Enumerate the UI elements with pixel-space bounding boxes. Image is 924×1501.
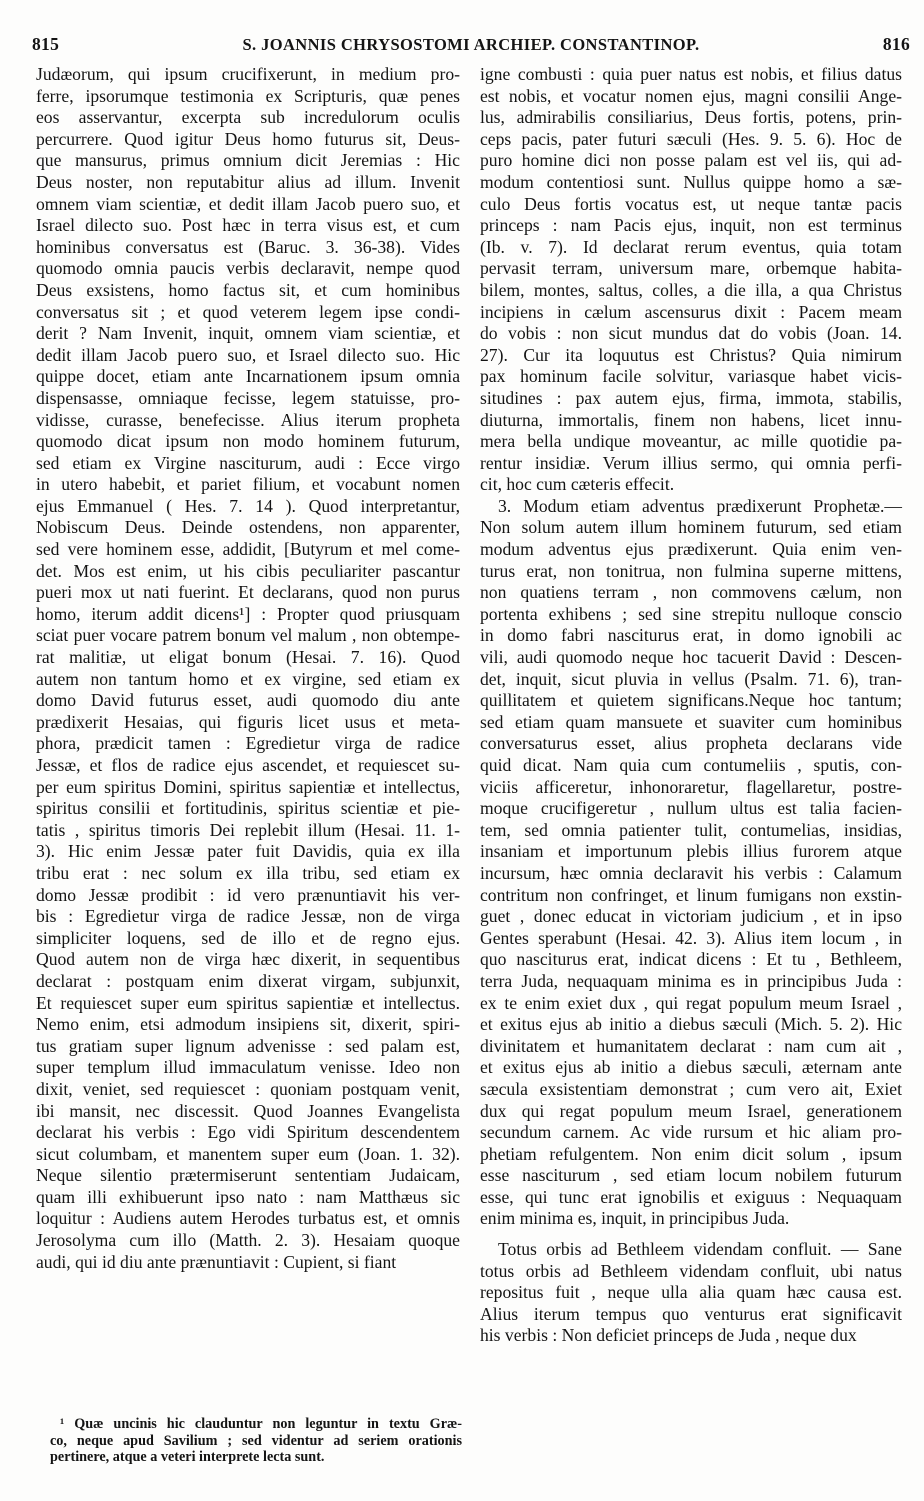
- text-line: Deus exsistens, homo factus sit, et cum hominibus: [36, 279, 460, 300]
- text-line: et exitus ejus ab initio a diebus sæculi, æternam ante: [480, 1057, 902, 1078]
- running-title: S. JOANNIS CHRYSOSTOMI ARCHIEP. CONSTANTINOP.: [242, 35, 700, 54]
- text-line: phora, prædicit tamen : Egredietur virga de radice: [36, 733, 460, 754]
- text-line: spiritus consilii et fortitudinis, spiritus scientiæ et pie-: [36, 798, 460, 819]
- text-line: rat malitiæ, ut eligat bonum (Hesai. 7. 16). Quod: [36, 647, 460, 668]
- text-line: dedit illam Jacob puero suo, et Israel dilecto suo. Hic: [36, 344, 460, 365]
- text-line: quippe docet, etiam ante Incarnationem ipsum omnia: [36, 366, 460, 387]
- text-line: contritum non confringet, et linum fumigans non exstin-: [480, 884, 902, 905]
- text-line: do vobis : non sicut mundus dat do vobis (Joan. 14.: [480, 323, 902, 344]
- text-line: modum contentiosi sunt. Nullus quippe homo a sæ-: [480, 171, 902, 192]
- text-line: cit, hoc cum cæteris effecit.: [480, 474, 675, 495]
- text-line: modum adventus ejus prædixerunt. Quia enim ven-: [480, 539, 902, 560]
- text-line: ibi mansit, nec discessit. Quod Joannes Evangelista: [36, 1100, 460, 1121]
- text-line: pax hominum facile solvitur, variasque habet vicis-: [480, 366, 902, 387]
- text-line: simpliciter loquens, sed de illo et de regno ejus.: [36, 927, 460, 948]
- text-line: Totus orbis ad Bethleem videndam confluit. — Sane: [498, 1239, 902, 1260]
- text-line: his verbis : Non deficiet princeps de Juda , neque dux: [480, 1325, 857, 1346]
- text-line: in utero habebit, et pariet filium, et vocabunt nomen: [36, 474, 460, 495]
- text-line: sed vere hominem esse, addidit, [Butyrum et mel come-: [36, 539, 460, 560]
- text-line: Jessæ, et flos de radice ejus ascendet, et requiescet su-: [36, 755, 460, 775]
- left-page-number: 815: [32, 34, 60, 54]
- text-line: quomodo dicat ipsum non modo hominem futurum,: [36, 431, 460, 452]
- text-line: Deus noster, non reputabitur alius ad illum. Invenit: [36, 171, 460, 192]
- footnote-line: co, neque apud Savilium ; sed videntur ad seriem orationis: [50, 1432, 462, 1449]
- text-line: Quod autem non de virga hæc dixerit, in sequentibus: [36, 949, 460, 970]
- text-line: sed etiam ex Virgine nasciturum, audi : Ecce virgo: [36, 452, 460, 473]
- text-line: divinitatem et humanitatem declarat : nam cum ait ,: [480, 1035, 902, 1056]
- text-line: quam illi exhibuerunt ipso nato : nam Matthæus sic: [36, 1186, 460, 1207]
- text-line: phetiam refulgentem. Non enim dicit solum , ipsum: [480, 1143, 902, 1164]
- text-line: det. Mos est enim, ut his cibis peculiariter pascantur: [36, 560, 460, 581]
- text-line: bilem, montes, saltus, colles, a die illa, a qua Christus: [480, 279, 902, 300]
- text-line: tem, sed omnia patienter tulit, contumelias, insidias,: [480, 819, 902, 840]
- text-line: percurrere. Quod igitur Deus homo futurus sit, Deus-: [36, 128, 460, 149]
- text-line: quillitatem et quietem significans.Neque hoc tantum;: [480, 690, 902, 711]
- text-line: dux qui regat populum meum Israel, generationem: [480, 1100, 902, 1121]
- text-line: princeps : nam Pacis ejus, inquit, non est terminus: [480, 215, 902, 236]
- text-line: enim minima es, inquit, in principibus Juda.: [480, 1208, 790, 1229]
- text-line: Jerosolyma cum illo (Matth. 2. 3). Hesaiam quoque: [36, 1230, 460, 1251]
- text-line: dispensasse, omniaque fecisse, legem statuisse, pro-: [36, 387, 460, 408]
- text-line: Judæorum, qui ipsum crucifixerunt, in medium pro-: [36, 64, 460, 84]
- text-line: non quatiens terram , non commovens cælum, non: [480, 582, 902, 603]
- text-line: lus, admirabilis consiliarius, Deus fortis, potens, prin-: [480, 107, 902, 128]
- text-line: derit ? Nam Invenit, inquit, omnem viam scientiæ, et: [36, 323, 460, 344]
- text-line: declarat : postquam enim dixerat virgam, subjunxit,: [36, 970, 460, 991]
- text-line: dixit, veniet, sed requiescet : quoniam postquam venit,: [36, 1078, 460, 1099]
- text-line: tribu erat : nec solum ex illa tribu, sed etiam ex: [36, 862, 460, 883]
- text-line: in domo fabri nasciturus erat, in domo ignobili ac: [480, 625, 902, 646]
- text-line: ejus Emmanuel ( Hes. 7. 14 ). Quod interpretantur,: [36, 495, 460, 516]
- text-line: pervasit terram, universum mare, orbemque habita-: [480, 258, 902, 279]
- text-line: igne combusti : quia puer natus est nobis, et filius datus: [480, 64, 902, 84]
- text-line: Alius iterum tempus quo venturus erat significavit: [480, 1303, 902, 1324]
- text-line: ferre, ipsorumque testimonia ex Scripturis, quæ penes: [36, 85, 460, 106]
- text-line: Nobiscum Deus. Deinde ostendens, non apparenter,: [36, 517, 460, 538]
- text-line: 3. Modum etiam adventus prædixerunt Prophetæ.—: [498, 495, 902, 516]
- text-line: sed etiam quam mansuete et suaviter cum hominibus: [480, 711, 902, 732]
- text-line: pueri mox ut nati fuerint. Et declarans, quod non purus: [36, 582, 460, 603]
- text-line: esse nasciturum , sed etiam locum nobilem futurum: [480, 1165, 902, 1186]
- text-line: mera bella undique moveantur, ac mille quotidie pa-: [480, 431, 902, 452]
- text-line: viciis afficeretur, inhonoraretur, flagellaretur, postre-: [480, 776, 902, 797]
- text-line: totus orbis ad Bethleem videndam confluit, ubi natus: [480, 1260, 902, 1281]
- text-line: tus gratiam super lignum advenisse : sed palam est,: [36, 1035, 460, 1056]
- text-line: omnem viam scientiæ, et dedit illam Jacob puero suo, et: [36, 193, 460, 214]
- text-line: vidisse, curasse, benefecisse. Alius iterum propheta: [36, 409, 460, 430]
- text-line: incipiens in cælum ascensurus dixit : Pacem meam: [480, 301, 902, 322]
- text-line: conversaturus esset, alius propheta declarans vide: [480, 733, 902, 754]
- text-line: quo nasciturus erat, indicat dicens : Et tu , Bethleem,: [480, 949, 902, 970]
- text-line: hominibus conversatus est (Baruc. 3. 36-38). Vides: [36, 236, 460, 257]
- text-line: det, inquit, sicut pluvia in vellus (Psalm. 71. 6), tran-: [480, 668, 902, 689]
- text-line: vili, audi quomodo neque hoc tacuerit David : Descen-: [480, 647, 902, 668]
- text-line: Israel dilecto suo. Post hæc in terra visus est, et cum: [36, 215, 460, 236]
- text-line: incursum, hæc omnia declaravit his verbis : Calamum: [480, 862, 902, 883]
- text-line: secundum carnem. Ac vide rursum et hic aliam pro-: [480, 1122, 902, 1143]
- text-line: Et requiescet super eum spiritus sapientiæ et intellectus.: [36, 992, 460, 1013]
- text-line: 3). Hic enim Jessæ pater fuit Davidis, quia ex illa: [36, 841, 460, 862]
- text-line: conversatus sit ; et quod veterem legem ipse condi-: [36, 301, 460, 322]
- text-line: ex te enim exiet dux , qui regat populum meum Israel ,: [480, 992, 902, 1013]
- text-line: super templum illud immaculatum venisse. Ideo non: [36, 1057, 460, 1078]
- text-line: esse, qui tunc erat ignobilis et exiguus : Nequaquam: [480, 1186, 902, 1207]
- right-page-number: 816: [882, 34, 910, 54]
- text-line: situdines : pax autem ejus, firma, immota, stabilis,: [480, 387, 902, 408]
- text-line: domo Jessæ prodibit : id vero prænuntiavit his ver-: [36, 884, 460, 905]
- text-line: homo, iterum addit dicens¹] : Propter quod priusquam: [36, 603, 460, 624]
- text-line: (Ib. v. 7). Id declarat rerum eventus, quia totam: [480, 236, 902, 257]
- running-head: [32, 34, 910, 58]
- text-line: quomodo omnia paucis verbis declaravit, nempe quod: [36, 258, 460, 279]
- text-line: declarat his verbis : Ego vidi Spiritum descendentem: [36, 1122, 460, 1143]
- text-line: portenta exhibens ; sed sine strepitu nulloque conscio: [480, 603, 902, 624]
- text-line: audi, qui id diu ante prænuntiavit : Cupient, si fiant: [36, 1251, 397, 1272]
- text-line: Gentes sperabunt (Hesai. 42. 3). Alius item locum , in: [480, 927, 902, 948]
- text-line: sæcula exsistentiam demonstrat ; cum vero ait, Exiet: [480, 1078, 902, 1099]
- text-line: 27). Cur ita loquutus est Christus? Quia nimirum: [480, 344, 902, 365]
- text-line: sicut columbam, et manentem super eum (Joan. 1. 32).: [36, 1143, 460, 1164]
- text-line: est nobis, et vocatur nomen ejus, magni consilii Ange-: [480, 85, 902, 106]
- text-line: eos asservantur, excerpta sub incredulorum oculis: [36, 107, 460, 128]
- text-line: bis : Egredietur virga de radice Jessæ, non de virga: [36, 906, 460, 927]
- right-column: [480, 64, 902, 1347]
- text-line: Nemo enim, etsi admodum insipiens sit, dixerit, spiri-: [36, 1014, 460, 1035]
- left-column: [36, 64, 460, 1273]
- text-line: loquitur : Audiens autem Herodes turbatus est, et omnis: [36, 1208, 460, 1229]
- text-line: ceps pacis, pater futuri sæculi (Hes. 9. 5. 6). Hoc de: [480, 128, 902, 149]
- text-line: diuturna, immortalis, finem non habens, licet innu-: [480, 409, 902, 430]
- text-line: Non solum autem illum hominem futurum, sed etiam: [480, 517, 902, 538]
- text-line: que mansurus, primus omnium dicit Jeremias : Hic: [36, 150, 460, 171]
- text-line: terra Juda, nequaquam minima es in principibus Juda :: [480, 970, 902, 991]
- text-line: autem non tantum homo et ex virgine, sed etiam ex: [36, 668, 460, 689]
- text-line: guet , donec educat in victoriam judicium , et in ipso: [480, 906, 902, 927]
- text-line: per eum spiritus Domini, spiritus sapientiæ et intellectus,: [36, 776, 460, 797]
- text-line: et exitus ejus ab initio a diebus sæculi (Mich. 5. 2). Hic: [480, 1014, 902, 1035]
- text-line: turus erat, non tonitrua, non fulmina superne mittens,: [480, 560, 902, 581]
- text-line: prædixerit Hesaias, qui figuris licet usus et meta-: [36, 711, 460, 732]
- text-line: quid dicat. Nam quia cum contumeliis , sputis, con-: [480, 755, 902, 775]
- footnote: [50, 1416, 462, 1466]
- text-line: domo David futurus esset, audi quomodo diu ante: [36, 690, 460, 711]
- text-line: rentur insidiæ. Verum illius sermo, qui omnia perfi-: [480, 452, 902, 473]
- text-line: moque crucifigeretur , nullum ultus est talia facien-: [480, 798, 902, 819]
- text-line: tatis , spiritus timoris Dei replebit illum (Hesai. 11. 1-: [36, 819, 460, 840]
- footnote-line: ¹ Quæ uncinis hic clauduntur non leguntur in textu Græ-: [60, 1416, 462, 1432]
- text-line: insaniam et importunum plebis illius furorem atque: [480, 841, 902, 862]
- text-line: Neque silentio prætermiserunt sententiam Judaicam,: [36, 1165, 460, 1186]
- text-line: repositus fuit , neque ulla alia quam hæc causa est.: [480, 1282, 902, 1303]
- text-line: puro homine dici non posse palam est vel iis, qui ad-: [480, 150, 902, 171]
- text-line: sciat puer vocare patrem bonum vel malum , non obtempe-: [36, 625, 460, 646]
- footnote-line: pertinere, atque a veteri interprete lecta sunt.: [50, 1449, 325, 1465]
- text-line: culo Deus fortis vocatus est, ut neque tantæ pacis: [480, 193, 902, 214]
